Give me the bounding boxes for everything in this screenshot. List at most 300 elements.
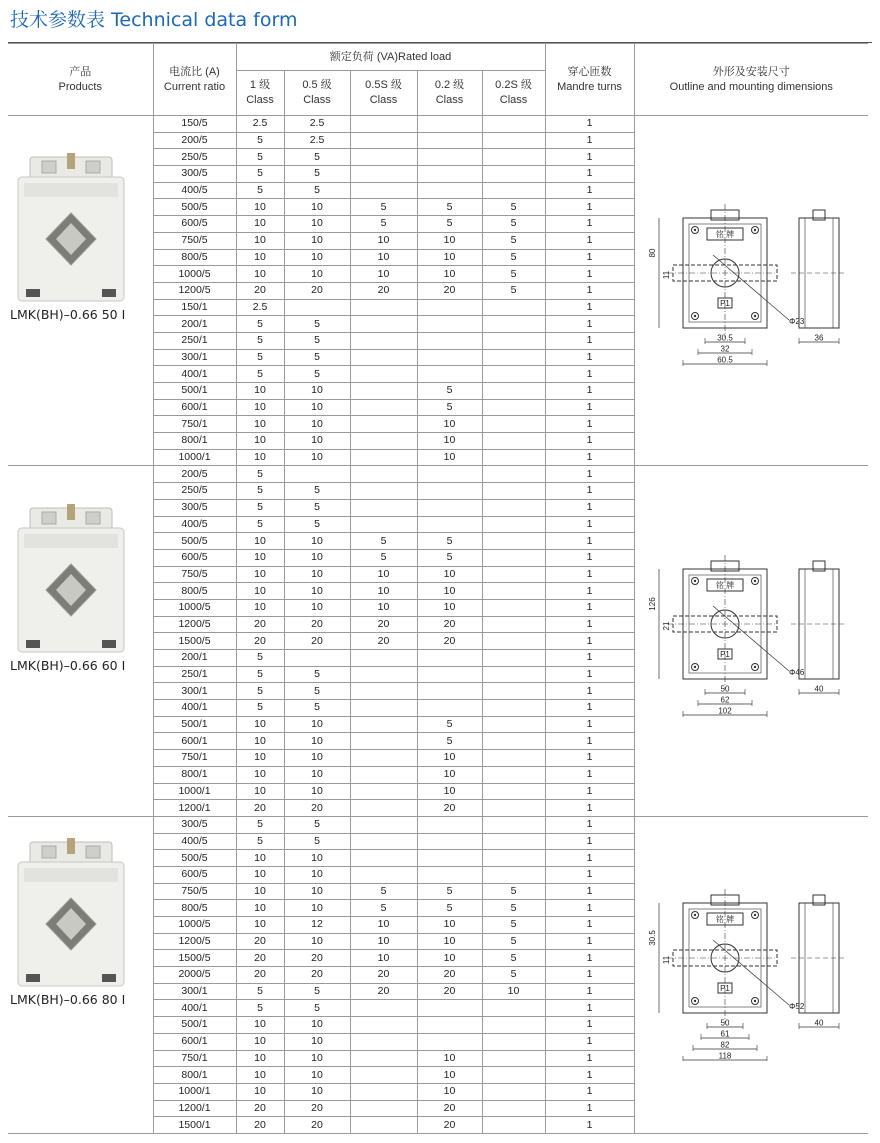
class-0-2s-cell xyxy=(482,766,545,783)
mandre-turns-cell: 1 xyxy=(545,332,634,349)
class-0-2-cell: 20 xyxy=(417,616,482,633)
mandre-turns-cell: 1 xyxy=(545,750,634,767)
class-0-5-cell: 10 xyxy=(284,216,350,233)
class-0-5s-cell: 10 xyxy=(350,950,417,967)
class-0-5s-cell xyxy=(350,733,417,750)
class-0-2s-cell: 5 xyxy=(482,967,545,984)
class-0-5s-cell xyxy=(350,833,417,850)
class-0-2s-cell xyxy=(482,182,545,199)
class-0-5-cell: 5 xyxy=(284,666,350,683)
header-class-1 xyxy=(236,71,284,116)
class-0-2s-cell xyxy=(482,700,545,717)
class-0-5-cell: 10 xyxy=(284,599,350,616)
class-0-2s-cell xyxy=(482,800,545,817)
mandre-turns-cell: 1 xyxy=(545,249,634,266)
current-ratio-cell: 500/5 xyxy=(153,533,236,550)
mandre-turns-cell: 1 xyxy=(545,399,634,416)
class-0-2-cell: 10 xyxy=(417,232,482,249)
class-1-cell: 20 xyxy=(236,1100,284,1117)
class-0-2s-cell xyxy=(482,416,545,433)
class-0-5-cell: 20 xyxy=(284,1117,350,1134)
class-0-5s-cell xyxy=(350,750,417,767)
aperture-height-label: 11 xyxy=(661,955,671,964)
class-0-2s-cell xyxy=(482,1050,545,1067)
product-cell xyxy=(8,816,153,1133)
class-0-2-cell: 5 xyxy=(417,549,482,566)
class-0-2-cell: 5 xyxy=(417,216,482,233)
class-0-5-cell: 10 xyxy=(284,549,350,566)
mandre-turns-cell: 1 xyxy=(545,266,634,283)
class-0-5-cell: 10 xyxy=(284,433,350,450)
class-0-5-cell: 20 xyxy=(284,282,350,299)
class-0-2-cell xyxy=(417,1000,482,1017)
mandre-turns-cell: 1 xyxy=(545,433,634,450)
width-dimension-label: 50 xyxy=(720,1018,729,1028)
class-1-cell: 5 xyxy=(236,683,284,700)
class-0-2s-cell xyxy=(482,533,545,550)
mandre-turns-cell: 1 xyxy=(545,800,634,817)
current-ratio-cell: 1000/1 xyxy=(153,1083,236,1100)
class-0-5s-cell: 5 xyxy=(350,533,417,550)
class-0-2s-cell xyxy=(482,332,545,349)
mandre-turns-cell: 1 xyxy=(545,967,634,984)
class-0-5-cell: 5 xyxy=(284,483,350,500)
mandre-turns-cell: 1 xyxy=(545,983,634,1000)
class-0-2s-cell xyxy=(482,816,545,833)
class-0-5s-cell: 10 xyxy=(350,232,417,249)
class-0-2-cell: 10 xyxy=(417,950,482,967)
class-0-2s-cell xyxy=(482,1017,545,1034)
current-ratio-cell: 150/1 xyxy=(153,299,236,316)
current-ratio-cell: 1500/1 xyxy=(153,1117,236,1134)
class-0-2-cell xyxy=(417,700,482,717)
mandre-turns-cell: 1 xyxy=(545,633,634,650)
header-turns-cn: 穿心匝数 xyxy=(567,65,612,78)
header-class-0-5s xyxy=(350,71,417,116)
mandre-turns-cell: 1 xyxy=(545,1017,634,1034)
current-ratio-cell: 600/1 xyxy=(153,399,236,416)
class-0-5s-cell: 5 xyxy=(350,883,417,900)
mandre-turns-cell: 1 xyxy=(545,883,634,900)
class-1-cell: 10 xyxy=(236,533,284,550)
front-view xyxy=(648,204,805,366)
class-0-2-cell: 10 xyxy=(417,933,482,950)
technical-data-table-container xyxy=(8,43,868,1134)
class-1-cell: 5 xyxy=(236,516,284,533)
class-0-2s-cell: 10 xyxy=(482,983,545,1000)
class-0-5-cell: 2.5 xyxy=(284,132,350,149)
class-0-5s-cell xyxy=(350,516,417,533)
class-0-5s-cell: 10 xyxy=(350,933,417,950)
class-0-5-cell: 10 xyxy=(284,399,350,416)
height-dimension-label: 126 xyxy=(647,597,657,611)
mandre-turns-cell: 1 xyxy=(545,700,634,717)
front-view xyxy=(648,555,805,717)
class-0-2s-cell: 5 xyxy=(482,950,545,967)
current-ratio-cell: 750/5 xyxy=(153,566,236,583)
current-ratio-cell: 2000/5 xyxy=(153,967,236,984)
class-0-2-cell xyxy=(417,466,482,483)
current-ratio-cell: 300/1 xyxy=(153,983,236,1000)
class-0-2-cell xyxy=(417,683,482,700)
side-width-label: 40 xyxy=(814,684,823,694)
mandre-turns-cell: 1 xyxy=(545,733,634,750)
mandre-turns-cell: 1 xyxy=(545,282,634,299)
class-0-2-cell xyxy=(417,850,482,867)
mandre-turns-cell: 1 xyxy=(545,182,634,199)
class-1-cell: 5 xyxy=(236,316,284,333)
header-dimensions xyxy=(634,44,868,116)
mandre-turns-cell: 1 xyxy=(545,683,634,700)
class-0-2-cell: 5 xyxy=(417,399,482,416)
current-ratio-cell: 250/1 xyxy=(153,666,236,683)
class-0-2-cell xyxy=(417,349,482,366)
mandre-turns-cell: 1 xyxy=(545,199,634,216)
nameplate-label: 铭 牌 xyxy=(715,914,734,924)
mandre-turns-cell: 1 xyxy=(545,383,634,400)
class-1-cell: 5 xyxy=(236,366,284,383)
transformer-body xyxy=(18,153,124,301)
class-0-2s-cell: 5 xyxy=(482,216,545,233)
class-0-2s-cell xyxy=(482,366,545,383)
header-dims-en: Outline and mounting dimensions xyxy=(669,80,833,93)
current-ratio-cell: 750/1 xyxy=(153,416,236,433)
class-0-5s-cell xyxy=(350,466,417,483)
class-1-cell: 10 xyxy=(236,883,284,900)
mandre-turns-cell: 1 xyxy=(545,1050,634,1067)
class-1-cell: 5 xyxy=(236,499,284,516)
width-dimension-label: 102 xyxy=(717,706,732,716)
class-0-2s-cell xyxy=(482,516,545,533)
class-0-5s-cell xyxy=(350,1050,417,1067)
mandre-turns-cell: 1 xyxy=(545,850,634,867)
class-1-cell: 10 xyxy=(236,199,284,216)
class-1-cell: 10 xyxy=(236,599,284,616)
class-label: 0.2S 级 xyxy=(495,79,532,91)
class-0-5s-cell: 10 xyxy=(350,266,417,283)
class-0-2-cell: 10 xyxy=(417,449,482,466)
class-0-2s-cell xyxy=(482,716,545,733)
mandre-turns-cell: 1 xyxy=(545,366,634,383)
nameplate-label: 铭 牌 xyxy=(715,230,734,240)
class-0-2s-cell: 5 xyxy=(482,883,545,900)
class-1-cell: 10 xyxy=(236,1033,284,1050)
side-width-label: 36 xyxy=(814,333,823,343)
page-title: 技术参数表 Technical data form xyxy=(10,9,298,31)
class-0-2s-cell xyxy=(482,683,545,700)
current-ratio-cell: 1200/5 xyxy=(153,282,236,299)
nameplate-label: 铭 牌 xyxy=(715,580,734,590)
technical-data-table xyxy=(8,43,868,1134)
class-0-2-cell xyxy=(417,650,482,667)
current-ratio-cell: 1200/5 xyxy=(153,616,236,633)
class-1-cell: 10 xyxy=(236,716,284,733)
class-1-cell: 5 xyxy=(236,700,284,717)
class-0-2s-cell xyxy=(482,850,545,867)
class-0-2-cell xyxy=(417,1033,482,1050)
mandre-turns-cell: 1 xyxy=(545,499,634,516)
product-model-label: LMK(BH)–0.66 50 I xyxy=(10,307,126,323)
class-0-2-cell: 5 xyxy=(417,383,482,400)
class-1-cell: 10 xyxy=(236,399,284,416)
current-ratio-cell: 600/1 xyxy=(153,733,236,750)
class-1-cell: 5 xyxy=(236,1000,284,1017)
header-current-ratio xyxy=(153,44,236,116)
class-1-cell: 5 xyxy=(236,483,284,500)
class-0-2-cell: 10 xyxy=(417,1067,482,1084)
class-0-5s-cell xyxy=(350,316,417,333)
class-0-5-cell: 10 xyxy=(284,716,350,733)
product-model-label: LMK(BH)–0.66 80 I xyxy=(10,991,126,1007)
class-0-5s-cell xyxy=(350,683,417,700)
class-word: Class xyxy=(303,94,331,106)
table-row xyxy=(8,466,868,483)
table-row xyxy=(8,816,868,833)
header-products xyxy=(8,44,153,116)
class-1-cell: 20 xyxy=(236,633,284,650)
class-1-cell: 5 xyxy=(236,166,284,183)
class-1-cell: 20 xyxy=(236,967,284,984)
mandre-turns-cell: 1 xyxy=(545,599,634,616)
class-0-5-cell: 10 xyxy=(284,1067,350,1084)
class-0-5s-cell xyxy=(350,800,417,817)
class-0-2-cell: 10 xyxy=(417,266,482,283)
mandre-turns-cell: 1 xyxy=(545,566,634,583)
class-0-5s-cell xyxy=(350,166,417,183)
current-ratio-cell: 200/1 xyxy=(153,650,236,667)
class-0-2s-cell xyxy=(482,1000,545,1017)
current-ratio-cell: 1000/1 xyxy=(153,783,236,800)
current-ratio-cell: 1000/1 xyxy=(153,449,236,466)
class-0-5s-cell xyxy=(350,716,417,733)
current-ratio-cell: 1000/5 xyxy=(153,917,236,934)
class-0-2-cell xyxy=(417,316,482,333)
class-0-2s-cell xyxy=(482,483,545,500)
class-0-2s-cell xyxy=(482,750,545,767)
header-ratio-en: Current ratio xyxy=(163,80,226,93)
dimension-drawing-cell xyxy=(634,816,868,1133)
class-1-cell: 20 xyxy=(236,616,284,633)
class-1-cell: 10 xyxy=(236,566,284,583)
current-ratio-cell: 600/5 xyxy=(153,216,236,233)
class-0-2s-cell: 5 xyxy=(482,199,545,216)
class-0-5-cell xyxy=(284,466,350,483)
current-ratio-cell: 800/1 xyxy=(153,1067,236,1084)
class-0-2s-cell xyxy=(482,633,545,650)
class-0-2-cell: 5 xyxy=(417,733,482,750)
table-row xyxy=(8,116,868,133)
hole-diameter-label: Φ52 xyxy=(788,1001,804,1011)
current-ratio-cell: 400/5 xyxy=(153,182,236,199)
class-0-5-cell: 10 xyxy=(284,266,350,283)
class-0-5-cell: 10 xyxy=(284,733,350,750)
width-dimension-label: 62 xyxy=(720,695,729,705)
class-0-5-cell: 10 xyxy=(284,383,350,400)
class-0-5s-cell: 10 xyxy=(350,917,417,934)
current-ratio-cell: 1200/5 xyxy=(153,933,236,950)
class-0-2-cell: 10 xyxy=(417,433,482,450)
current-ratio-cell: 300/5 xyxy=(153,816,236,833)
class-1-cell: 20 xyxy=(236,1117,284,1134)
class-1-cell: 10 xyxy=(236,216,284,233)
mandre-turns-cell: 1 xyxy=(545,783,634,800)
class-0-5-cell: 10 xyxy=(284,232,350,249)
class-word: Class xyxy=(246,94,274,106)
class-1-cell: 10 xyxy=(236,733,284,750)
class-1-cell: 10 xyxy=(236,1017,284,1034)
class-0-2-cell: 10 xyxy=(417,783,482,800)
class-1-cell: 10 xyxy=(236,583,284,600)
class-0-5s-cell: 5 xyxy=(350,549,417,566)
mandre-turns-cell: 1 xyxy=(545,149,634,166)
transformer-body xyxy=(18,504,124,652)
class-0-5-cell: 20 xyxy=(284,950,350,967)
current-ratio-cell: 800/5 xyxy=(153,583,236,600)
class-0-2s-cell xyxy=(482,1083,545,1100)
class-0-2-cell xyxy=(417,816,482,833)
class-0-5s-cell xyxy=(350,483,417,500)
class-word: Class xyxy=(499,94,528,106)
mandre-turns-cell: 1 xyxy=(545,549,634,566)
class-0-2-cell: 5 xyxy=(417,716,482,733)
header-class-0-2s xyxy=(482,71,545,116)
class-0-2-cell: 10 xyxy=(417,766,482,783)
header-turns-en: Mandre turns xyxy=(557,80,622,93)
class-0-2s-cell xyxy=(482,650,545,667)
class-1-cell: 5 xyxy=(236,466,284,483)
class-0-5s-cell xyxy=(350,816,417,833)
mandre-turns-cell: 1 xyxy=(545,1100,634,1117)
mandre-turns-cell: 1 xyxy=(545,449,634,466)
class-0-5s-cell xyxy=(350,383,417,400)
class-0-5-cell: 10 xyxy=(284,783,350,800)
class-1-cell: 20 xyxy=(236,950,284,967)
side-view xyxy=(788,210,847,344)
class-0-5s-cell xyxy=(350,332,417,349)
class-0-5s-cell xyxy=(350,650,417,667)
class-0-2s-cell: 5 xyxy=(482,232,545,249)
class-0-5s-cell: 20 xyxy=(350,616,417,633)
current-ratio-cell: 1200/1 xyxy=(153,800,236,817)
class-0-2-cell: 10 xyxy=(417,917,482,934)
current-ratio-cell: 750/5 xyxy=(153,883,236,900)
class-1-cell: 5 xyxy=(236,132,284,149)
class-0-5-cell: 5 xyxy=(284,700,350,717)
mandre-turns-cell: 1 xyxy=(545,299,634,316)
hole-diameter-label: Φ46 xyxy=(788,667,804,677)
width-dimension-label: 118 xyxy=(718,1051,731,1061)
class-0-2-cell: 20 xyxy=(417,282,482,299)
class-0-5s-cell: 5 xyxy=(350,216,417,233)
class-0-2s-cell xyxy=(482,299,545,316)
mandre-turns-cell: 1 xyxy=(545,1033,634,1050)
class-0-2-cell xyxy=(417,132,482,149)
current-ratio-cell: 1000/5 xyxy=(153,266,236,283)
current-ratio-cell: 500/1 xyxy=(153,716,236,733)
header-ratio-cn: 电流比 (A) xyxy=(169,65,220,78)
class-0-5-cell: 5 xyxy=(284,366,350,383)
mandre-turns-cell: 1 xyxy=(545,533,634,550)
class-1-cell: 10 xyxy=(236,1067,284,1084)
current-ratio-cell: 500/1 xyxy=(153,1017,236,1034)
class-1-cell: 10 xyxy=(236,866,284,883)
class-0-2-cell: 10 xyxy=(417,566,482,583)
front-view xyxy=(648,889,805,1061)
mandre-turns-cell: 1 xyxy=(545,483,634,500)
current-ratio-cell: 600/5 xyxy=(153,549,236,566)
class-0-5s-cell xyxy=(350,149,417,166)
class-0-5s-cell xyxy=(350,766,417,783)
current-ratio-cell: 1200/1 xyxy=(153,1100,236,1117)
current-ratio-cell: 1500/5 xyxy=(153,633,236,650)
class-0-5-cell: 5 xyxy=(284,166,350,183)
class-0-2s-cell xyxy=(482,616,545,633)
class-0-5-cell: 5 xyxy=(284,683,350,700)
class-0-5-cell: 5 xyxy=(284,516,350,533)
class-0-2-cell: 5 xyxy=(417,900,482,917)
class-0-5s-cell: 5 xyxy=(350,900,417,917)
class-1-cell: 10 xyxy=(236,900,284,917)
mandre-turns-cell: 1 xyxy=(545,583,634,600)
class-0-2s-cell xyxy=(482,449,545,466)
class-1-cell: 10 xyxy=(236,766,284,783)
class-0-2s-cell xyxy=(482,466,545,483)
class-0-2s-cell xyxy=(482,566,545,583)
class-0-2-cell: 10 xyxy=(417,249,482,266)
class-0-2-cell: 10 xyxy=(417,583,482,600)
table-header xyxy=(8,44,868,116)
class-1-cell: 10 xyxy=(236,449,284,466)
class-0-5s-cell xyxy=(350,399,417,416)
class-1-cell: 5 xyxy=(236,983,284,1000)
class-0-2-cell xyxy=(417,166,482,183)
mandre-turns-cell: 1 xyxy=(545,716,634,733)
class-0-5s-cell: 5 xyxy=(350,199,417,216)
class-0-2s-cell xyxy=(482,1117,545,1134)
class-0-5-cell: 10 xyxy=(284,750,350,767)
class-0-5s-cell xyxy=(350,132,417,149)
side-view xyxy=(788,895,847,1029)
mandre-turns-cell: 1 xyxy=(545,1067,634,1084)
class-0-5-cell: 10 xyxy=(284,1050,350,1067)
current-ratio-cell: 200/5 xyxy=(153,132,236,149)
class-0-5-cell: 10 xyxy=(284,1017,350,1034)
mandre-turns-cell: 1 xyxy=(545,466,634,483)
class-0-2-cell xyxy=(417,182,482,199)
class-0-5-cell: 20 xyxy=(284,1100,350,1117)
current-ratio-cell: 200/5 xyxy=(153,466,236,483)
header-class-0-2 xyxy=(417,71,482,116)
class-0-5s-cell xyxy=(350,1100,417,1117)
class-0-5-cell: 10 xyxy=(284,199,350,216)
mandre-turns-cell: 1 xyxy=(545,833,634,850)
class-0-2-cell: 20 xyxy=(417,633,482,650)
class-0-5s-cell: 10 xyxy=(350,599,417,616)
current-transformer-image xyxy=(12,151,130,311)
width-dimension-label: 60.5 xyxy=(716,355,733,365)
mandre-turns-cell: 1 xyxy=(545,866,634,883)
class-0-5-cell: 5 xyxy=(284,149,350,166)
class-0-2s-cell xyxy=(482,866,545,883)
current-ratio-cell: 150/5 xyxy=(153,116,236,133)
class-0-5s-cell: 20 xyxy=(350,983,417,1000)
class-0-2-cell: 20 xyxy=(417,1117,482,1134)
mandre-turns-cell: 1 xyxy=(545,416,634,433)
class-0-2s-cell xyxy=(482,783,545,800)
current-ratio-cell: 400/5 xyxy=(153,516,236,533)
class-word: Class xyxy=(369,94,398,106)
class-0-5-cell: 12 xyxy=(284,917,350,934)
